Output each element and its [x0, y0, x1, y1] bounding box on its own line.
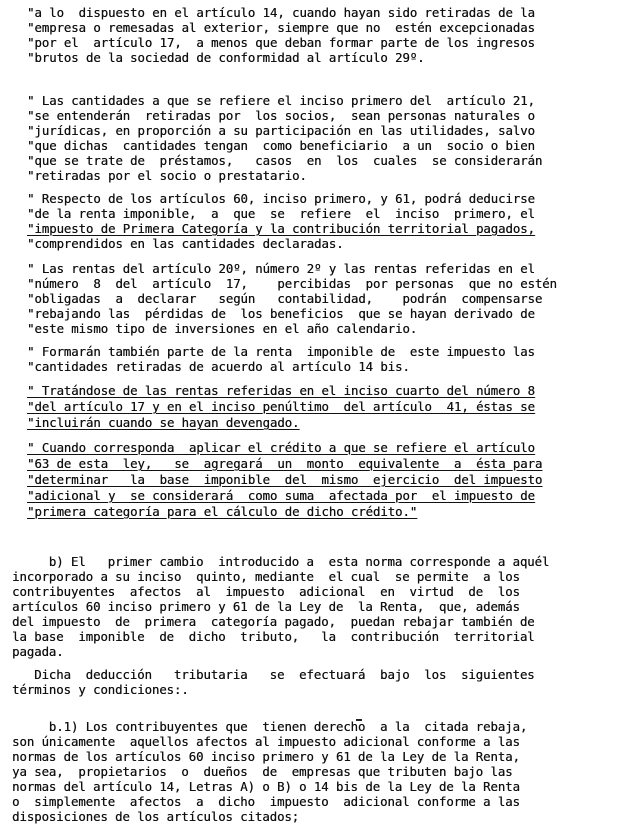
text-line: Dicha deducción tributaria se efectuará bajo los siguientes	[12, 667, 535, 682]
text-line: términos y condiciones:.	[12, 682, 189, 697]
underlined-text-line: "impuesto de Primera Categoría y la contribución territorial pagados,	[27, 221, 535, 236]
text-line: pagada.	[12, 644, 64, 659]
text-line: "brutos de la sociedad de conformidad al artículo 29º.	[27, 50, 425, 65]
text-line: la base imponible de dicho tributo, la contribución territorial	[12, 629, 535, 644]
text-line: " Las cantidades a que se refiere el inciso primero del artículo 21,	[27, 93, 535, 108]
text-line: " Formarán también parte de la renta imponible de este impuesto las	[27, 344, 535, 359]
underlined-text-line: "primera categoría para el cálculo de dicho crédito."	[27, 504, 418, 519]
underlined-text-line: "determinar la base imponible del mismo ejercicio del impuesto	[27, 472, 543, 487]
underlined-text-line: "63 de esta ley, se agregará un monto equivalente a ésta para	[27, 456, 543, 471]
text-line: "comprendidos en las cantidades declaradas.	[27, 236, 344, 251]
text-line: ya sea, propietarios o dueños de empresas que tributen bajo las	[12, 764, 513, 779]
underlined-text-line: "adicional y se considerará como suma afectada por el impuesto de	[27, 488, 535, 503]
text-line: "que se trate de préstamos, casos en los cuales se considerarán	[27, 153, 543, 168]
text-line: disposiciones de los artículos citados;	[12, 809, 300, 824]
text-line: " Las rentas del artículo 20º, número 2º y las rentas referidas en el	[27, 261, 535, 276]
text-line: "de la renta imponible, a que se refiere el inciso primero, el	[27, 206, 535, 221]
text-line: "jurídicas, en proporción a su participación en las utilidades, salvo	[27, 123, 535, 138]
underlined-text-line: "del artículo 17 y en el inciso penúltimo del artículo 41, éstas se	[27, 399, 535, 414]
underlined-text-line: " Cuando corresponda aplicar el crédito a que se refiere el artículo	[27, 440, 535, 455]
text-line: del impuesto de primera categoría pagado, puedan rebajar también de	[12, 614, 535, 629]
text-line: "se entenderán retiradas por los socios, sean personas naturales o	[27, 108, 535, 123]
text-line: " Respecto de los artículos 60, inciso primero, y 61, podrá deducirse	[27, 191, 535, 206]
text-line: "empresa o remesadas al exterior, siempre que no estén excepcionadas	[27, 20, 535, 35]
text-line: normas de los artículos 60 inciso primero y 61 de la Ley de la Renta,	[12, 749, 520, 764]
text-line: incorporado a su inciso quinto, mediante el cual se permite a los	[12, 569, 520, 584]
text-line: contribuyentes afectos al impuesto adicional en virtud de los	[12, 584, 520, 599]
text-line: "obligadas a declarar según contabilidad, podrán compensarse	[27, 291, 543, 306]
underlined-text-line: "incluirán cuando se hayan devengado.	[27, 415, 300, 430]
text-line: "número 8 del artículo 17, percibidas por personas que no estén	[27, 276, 557, 291]
text-line: "retiradas por el socio o prestatario.	[27, 168, 307, 183]
text-line: b.1) Los contribuyentes que tienen derecho a la citada rebaja,	[12, 719, 528, 734]
text-line: "que dichas cantidades tengan como beneficiario a un socio o bien	[27, 138, 535, 153]
text-line: "por el artículo 17, a menos que deban formar parte de los ingresos	[27, 35, 535, 50]
text-line: "rebajando las pérdidas de los beneficios que se hayan derivado de	[27, 306, 535, 321]
text-line: "cantidades retiradas de acuerdo al artículo 14 bis.	[27, 359, 410, 374]
text-line: b) El primer cambio introducido a esta norma corresponde a aquél	[12, 554, 550, 569]
text-line: normas del artículo 14, Letras A) o B) o 14 bis de la Ley de la Renta	[12, 779, 520, 794]
text-line: son únicamente aquellos afectos al impuesto adicional conforme a las	[12, 734, 520, 749]
text-line: "este mismo tipo de inversiones en el año calendario.	[27, 321, 418, 336]
underlined-text-line: " Tratándose de las rentas referidas en el inciso cuarto del número 8	[27, 383, 535, 398]
text-line: "a lo dispuesto en el artículo 14, cuando hayan sido retiradas de la	[27, 5, 535, 20]
text-line: o simplemente afectos a dicho impuesto adicional conforme a las	[12, 794, 520, 809]
text-line: artículos 60 inciso primero y 61 de la Ley de la Renta, que, además	[12, 599, 520, 614]
